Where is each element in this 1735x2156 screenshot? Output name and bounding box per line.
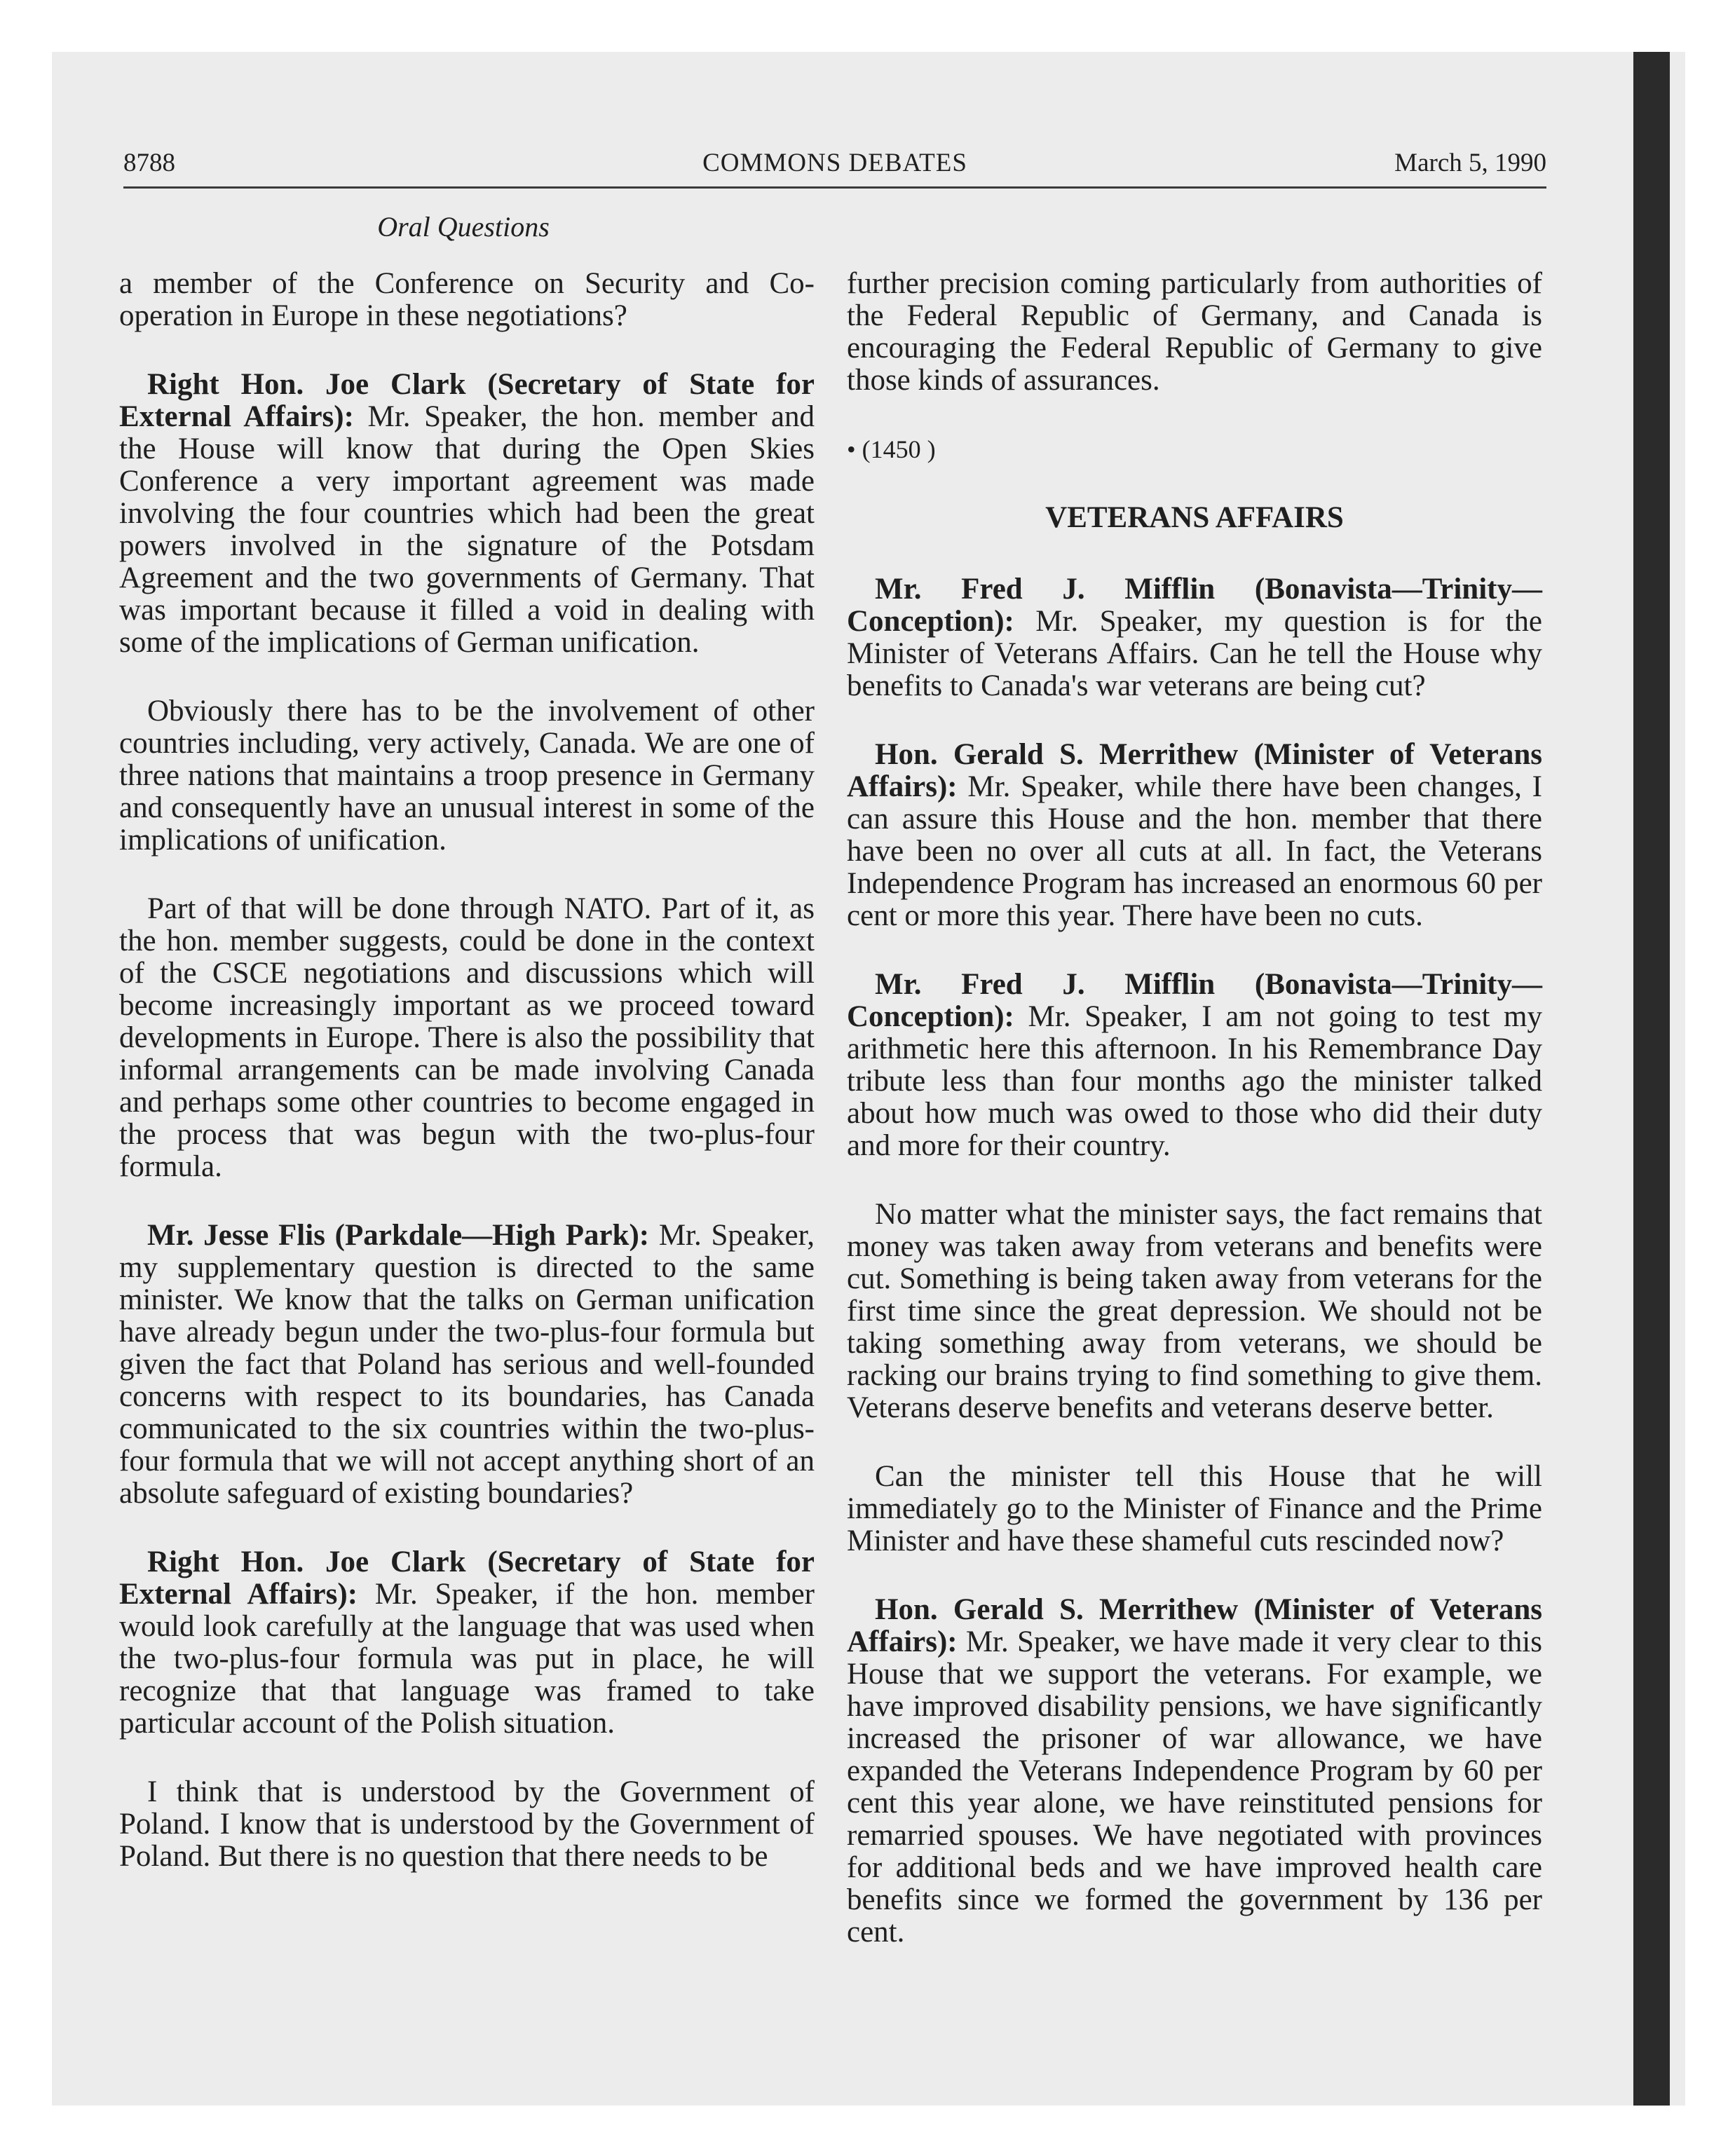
speaker-name: Mr. Jesse Flis (Parkdale—High Park):: [147, 1219, 650, 1252]
speaker-name: Hon. Gerald S. Merrithew (Minister of Veterans Affairs):: [847, 1593, 1542, 1658]
speaker-name: Right Hon. Joe Clark (Secretary of State for External Affairs):: [119, 368, 815, 433]
paragraph-text: Obviously there has to be the involvement of other countries including, very actively, Canada. We are one of three nations that maintains a troop presence in Germany and consequently have an unusual interest in some of the implications of unification.: [119, 695, 815, 857]
paragraph: [847, 969, 1542, 1162]
paragraph: [847, 268, 1542, 397]
paragraph-text: Mr. Speaker, my supplementary question is directed to the same minister. We know that the talks on German unification have already begun under the two-plus-four formula but given the fact that Poland has serious and well-founded concerns with respect to its boundaries, has Canada communicated to the six countries within the two-plus-four formula that we will not accept anything short of an absolute safeguard of existing boundaries?: [119, 1219, 815, 1510]
paragraph-text: further precision coming particularly from authorities of the Federal Republic of Germany, and Canada is encouraging the Federal Republic of Germany to give those kinds of assurances.: [847, 267, 1542, 397]
publication-title: COMMONS DEBATES: [702, 149, 967, 177]
scan-edge-bar: [1633, 52, 1670, 2106]
speaker-name: Hon. Gerald S. Merrithew (Minister of Veterans Affairs):: [847, 738, 1542, 803]
speaker-name: Right Hon. Joe Clark (Secretary of State for External Affairs):: [119, 1546, 815, 1611]
paragraph: [847, 1461, 1542, 1557]
section-heading: VETERANS AFFAIRS: [1045, 501, 1344, 534]
paragraph: [119, 695, 815, 857]
speaker-name: Mr. Fred J. Mifflin (Bonavista—Trinity—Conception):: [847, 968, 1542, 1033]
right-column: [847, 268, 1542, 1985]
paragraph: [119, 268, 815, 332]
paragraph-text: Part of that will be done through NATO. Part of it, as the hon. member suggests, could be done in the context of the CSCE negotiations and discussions which will become increasingly important as we proceed toward developments in Europe. There is also the possibility that informal arrangements can be made involving Canada and perhaps some other countries to become engaged in the process that was begun with the two-plus-four formula.: [119, 892, 815, 1183]
paragraph: [847, 1594, 1542, 1949]
paragraph-text: Mr. Speaker, if the hon. member would look carefully at the language that was used when the two-plus-four formula was put in place, he will recognize that that language was framed to take particular account of the Polish situation.: [119, 1578, 815, 1740]
paragraph-text: I think that is understood by the Government of Poland. I know that is understood by the Government of Poland. But there is no question that there needs to be: [119, 1775, 815, 1873]
paragraph: [847, 739, 1542, 932]
paragraph: [847, 1199, 1542, 1424]
section-label: Oral Questions: [377, 211, 550, 243]
paragraph: [119, 1546, 815, 1740]
paragraph-text: Mr. Speaker, the hon. member and the House will know that during the Open Skies Conference a very important agreement was made involving the four countries which had been the great powers involved in the signature of the Potsdam Agreement and the two governments of Germany. That was important because it filled a void in dealing with some of the implications of German unification.: [119, 400, 815, 659]
page-date: March 5, 1990: [1394, 149, 1546, 177]
paragraph-text: a member of the Conference on Security and Co-operation in Europe in these negotiations?: [119, 267, 815, 332]
speaker-name: Mr. Fred J. Mifflin (Bonavista—Trinity—Conception):: [847, 573, 1542, 638]
paragraph-text: Mr. Speaker, I am not going to test my arithmetic here this afternoon. In his Remembrance Day tribute less than four months ago the minister talked about how much was owed to those who did their duty and more for their country.: [847, 1000, 1542, 1162]
paragraph: [119, 369, 815, 659]
left-column: [119, 268, 815, 1909]
paragraph-text: Can the minister tell this House that he will immediately go to the Minister of Finance and the Prime Minister and have these shameful cuts rescinded now?: [847, 1460, 1542, 1557]
paragraph: [119, 893, 815, 1183]
page-number: 8788: [123, 149, 175, 177]
paragraph-text: No matter what the minister says, the fact remains that money was taken away from veterans and benefits were cut. Something is being taken away from veterans for the first time since the great depression. We should not be taking something away from veterans, we should be racking our brains trying to find something to give them. Veterans deserve benefits and veterans deserve better.: [847, 1198, 1542, 1424]
time-marker: • (1450 ): [847, 435, 936, 463]
paragraph: [847, 573, 1542, 702]
paragraph-text: Mr. Speaker, my question is for the Minister of Veterans Affairs. Can he tell the House why benefits to Canada's war veterans are being cut?: [847, 605, 1542, 702]
paragraph: [119, 1220, 815, 1510]
paragraph: [119, 1776, 815, 1873]
paragraph-text: Mr. Speaker, we have made it very clear to this House that we support the veterans. For example, we have improved disability pensions, we have significantly increased the prisoner of war allowance, we have expanded the Veterans Independence Program by 60 per cent this year alone, we have reinstituted pensions for remarried spouses. We have negotiated with provinces for additional beds and we have improved health care benefits since we formed the government by 136 per cent.: [847, 1625, 1542, 1949]
paragraph-text: Mr. Speaker, while there have been changes, I can assure this House and the hon. member that there have been no over all cuts at all. In fact, the Veterans Independence Program has increased an enormous 60 per cent or more this year. There have been no cuts.: [847, 770, 1542, 932]
page-header: [123, 137, 1546, 189]
